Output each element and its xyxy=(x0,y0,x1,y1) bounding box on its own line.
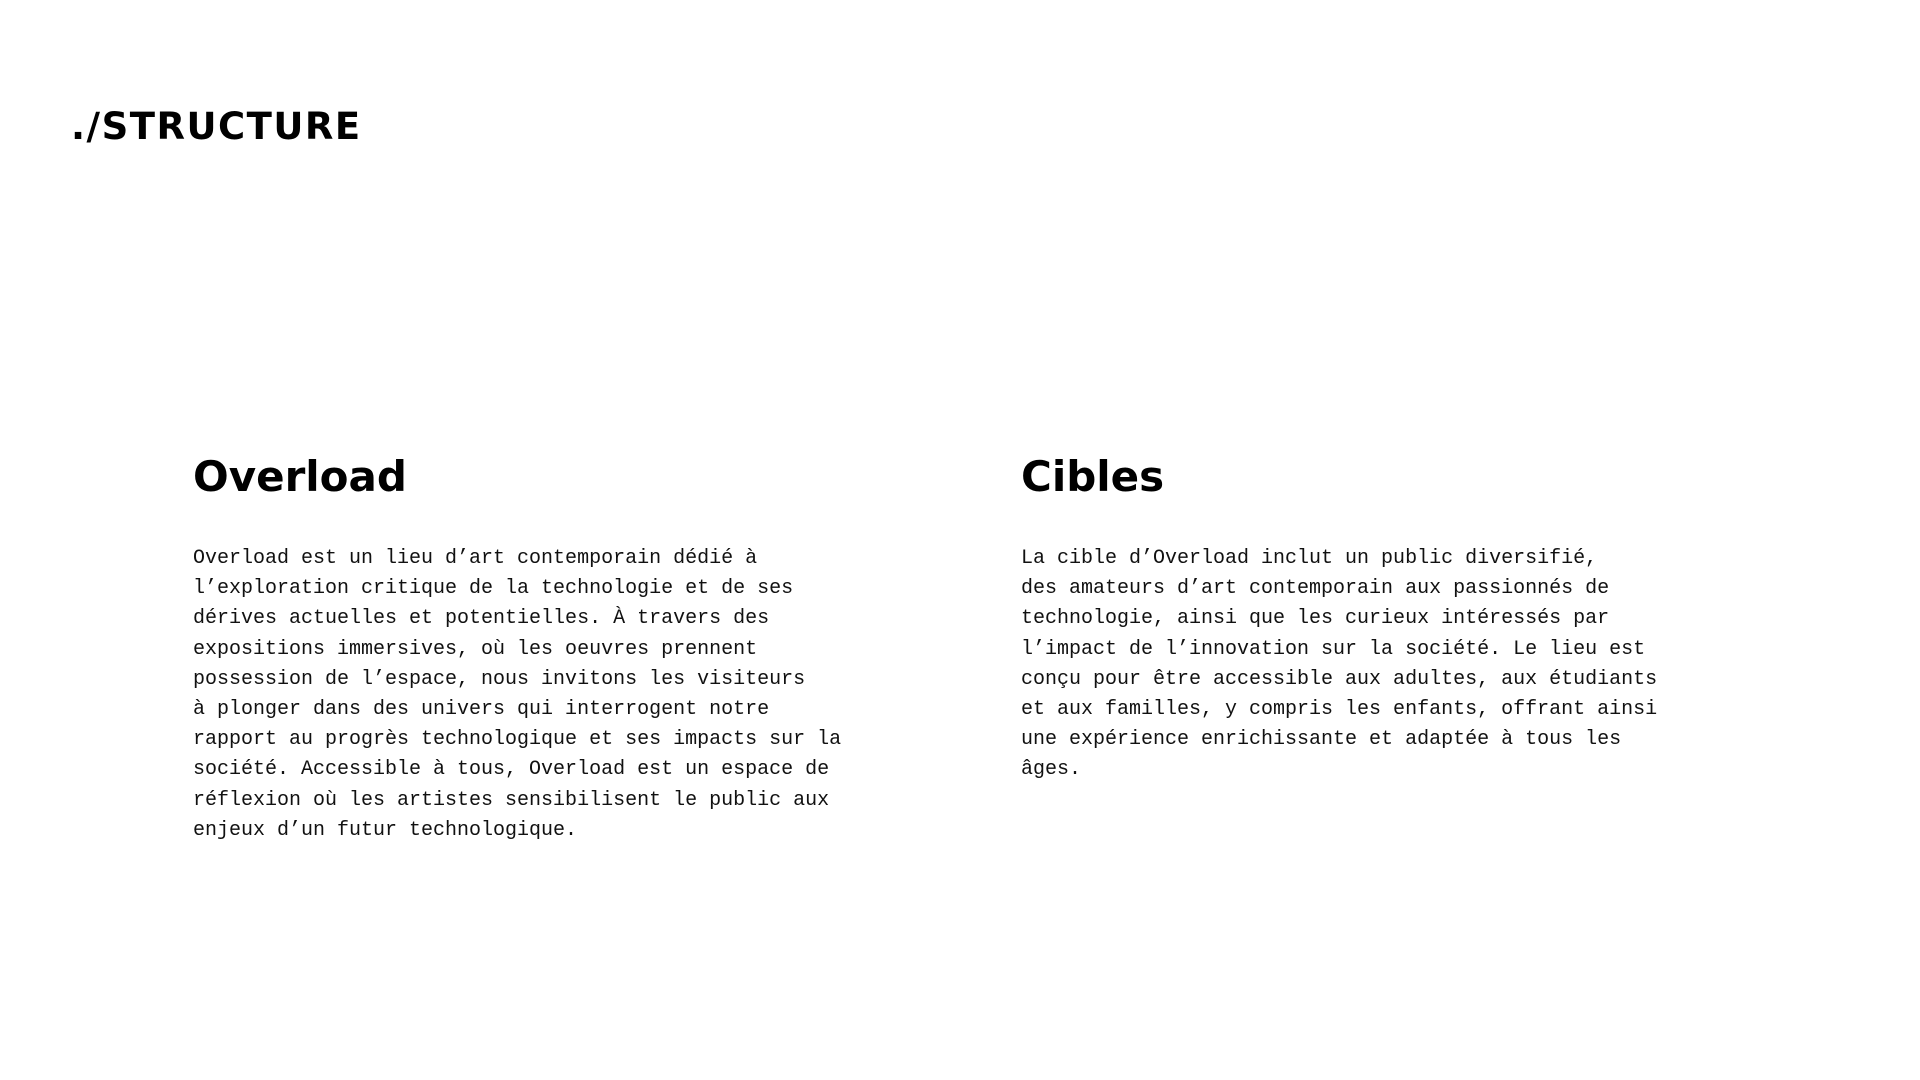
overload-section xyxy=(193,452,873,846)
overload-heading: Overload xyxy=(193,452,407,501)
page-title: ./STRUCTURE xyxy=(71,105,362,148)
cibles-heading: Cibles xyxy=(1021,452,1165,501)
cibles-description: La cible d’Overload inclut un public diversifié, des amateurs d’art contemporain aux passionnés de technologie, ainsi que les curieux intéressés par l’impact de l’innovation sur la société. Le lieu est conçu pour être accessible aux adultes, aux étudiants et aux familles, y compris les enfants, offrant ainsi une expérience enrichissante et adaptée à tous les âges. xyxy=(1021,547,1658,782)
cibles-section xyxy=(1021,452,1701,786)
overload-description: Overload est un lieu d’art contemporain dédié à l’exploration critique de la technologie et de ses dérives actuelles et potentielles. À travers des expositions immersives, où les oeuvres prennent possession de l’espace, nous invitons les visiteurs à plonger dans des univers qui interrogent notre rapport au progrès technologique et ses impacts sur la société. Accessible à tous, Overload est un espace de réflexion où les artistes sensibilisent le public aux enjeux d’un futur technologique. xyxy=(193,547,842,842)
